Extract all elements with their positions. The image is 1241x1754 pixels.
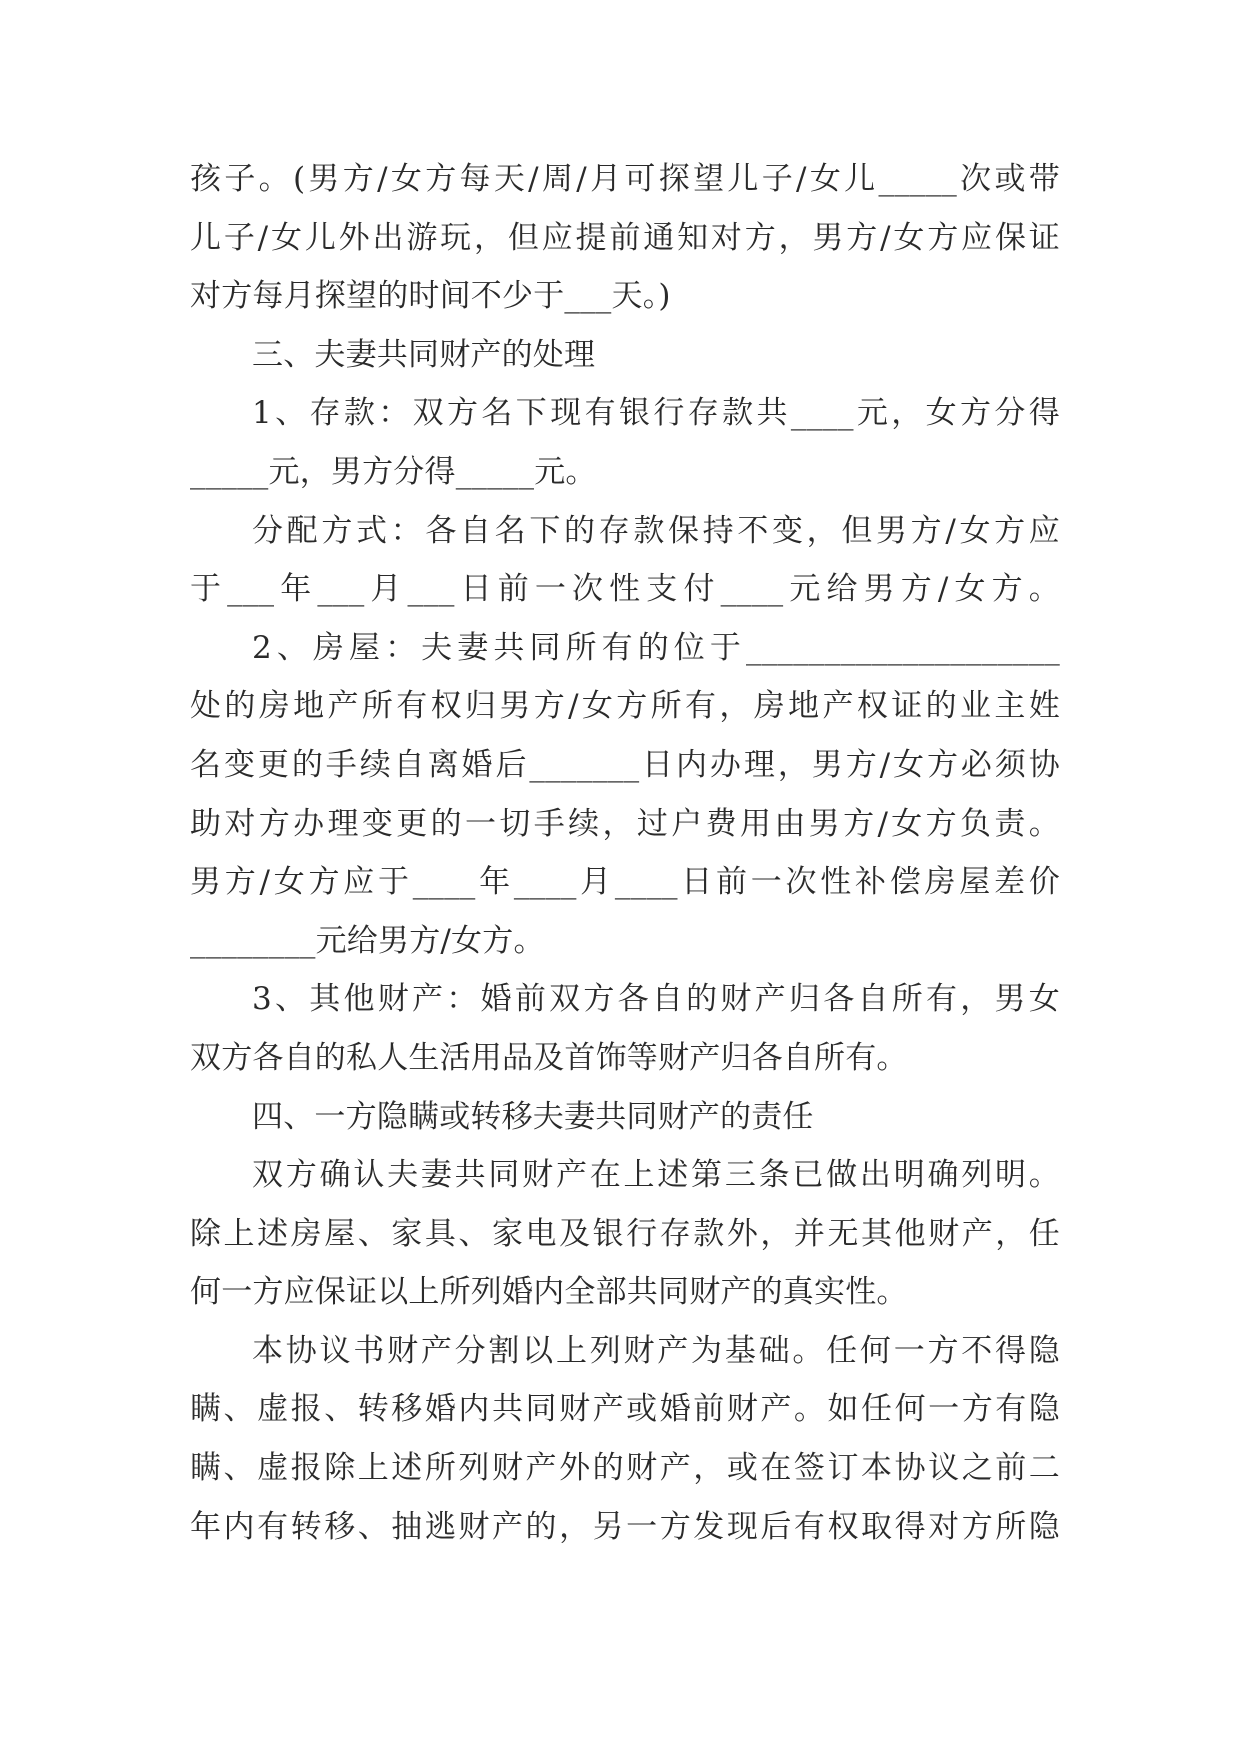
text-line: 何一方应保证以上所列婚内全部共同财产的真实性。 — [190, 1274, 908, 1311]
section-heading: 三、夫妻共同财产的处理 — [252, 336, 596, 373]
text-line: 处的房地产所有权归男方/女方所有，房地产权证的业主姓 — [190, 688, 1060, 725]
text-line: 双方各自的私人生活用品及首饰等财产归各自所有。 — [190, 1039, 908, 1076]
text-line: 分配方式：各自名下的存款保持不变，但男方/女方应 — [252, 512, 1060, 549]
text-line: 男方/女方应于____年____月____日前一次性补偿房屋差价 — [190, 864, 1060, 901]
text-line: 本协议书财产分割以上列财产为基础。任何一方不得隐 — [252, 1332, 1060, 1369]
text-line: 2、房屋：夫妻共同所有的位于____________________ — [252, 629, 1060, 666]
text-line: 于___年___月___日前一次性支付____元给男方/女方。 — [190, 571, 1060, 608]
section-heading: 四、一方隐瞒或转移夫妻共同财产的责任 — [252, 1098, 814, 1135]
text-line: 双方确认夫妻共同财产在上述第三条已做出明确列明。 — [252, 1157, 1060, 1194]
text-line: 对方每月探望的时间不少于___天。) — [190, 278, 671, 315]
text-line: 名变更的手续自离婚后_______日内办理，男方/女方必须协 — [190, 746, 1060, 783]
text-line: 3、其他财产：婚前双方各自的财产归各自所有，男女 — [252, 981, 1060, 1018]
text-line: 瞒、虚报、转移婚内共同财产或婚前财产。如任何一方有隐 — [190, 1391, 1060, 1428]
text-line: 1、存款：双方名下现有银行存款共____元，女方分得 — [252, 395, 1060, 432]
text-line: 除上述房屋、家具、家电及银行存款外，并无其他财产，任 — [190, 1215, 1060, 1252]
text-line: 孩子。(男方/女方每天/周/月可探望儿子/女儿_____次或带 — [190, 161, 1060, 197]
text-line: 助对方办理变更的一切手续，过户费用由男方/女方负责。 — [190, 805, 1060, 842]
document-body — [190, 150, 1060, 1556]
text-line: 儿子/女儿外出游玩，但应提前通知对方，男方/女方应保证 — [190, 219, 1060, 256]
text-line: 瞒、虚报除上述所列财产外的财产，或在签订本协议之前二 — [190, 1450, 1060, 1487]
text-line: _____元，男方分得_____元。 — [190, 453, 597, 490]
text-line: 年内有转移、抽逃财产的，另一方发现后有权取得对方所隐 — [190, 1508, 1060, 1545]
text-line: ________元给男方/女方。 — [190, 922, 545, 959]
